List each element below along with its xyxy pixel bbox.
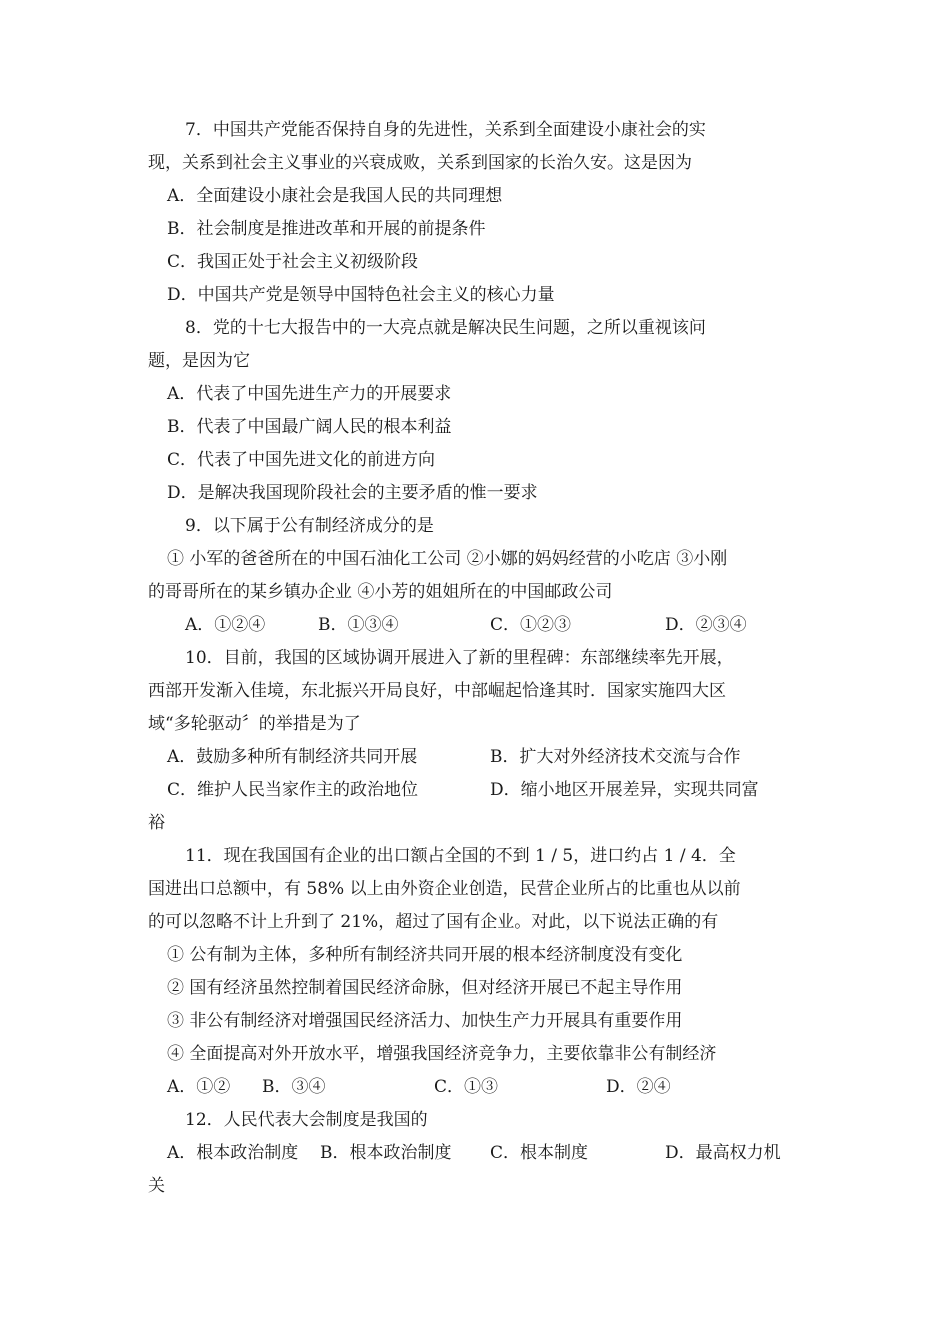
- q12-option-d-continued: 关: [148, 1176, 165, 1196]
- q8-option-c: C．代表了中国先进文化的前进方向: [167, 450, 436, 470]
- q10-stem-line3: 域“多轮驱动〞的举措是为了: [148, 714, 361, 734]
- q10-option-a: A．鼓励多种所有制经济共同开展: [167, 747, 418, 767]
- q11-stem-line3: 的可以忽略不计上升到了 21%，超过了国有企业。对此，以下说法正确的有: [148, 912, 719, 932]
- q7-stem-line2: 现，关系到社会主义事业的兴衰成败，关系到国家的长治久安。这是因为: [148, 153, 692, 173]
- q12-stem: 12．人民代表大会制度是我国的: [185, 1110, 428, 1130]
- q11-stem-line1: 11．现在我国国有企业的出口额占全国的不到 1 / 5，进口约占 1 / 4．全: [185, 846, 736, 866]
- q7-stem-line1: 7．中国共产党能否保持自身的先进性，关系到全面建设小康社会的实: [185, 120, 706, 140]
- q9-option-c: C．①②③: [490, 615, 572, 635]
- q7-option-c: C．我国正处于社会主义初级阶段: [167, 252, 419, 272]
- q9-option-a: A．①②④: [185, 615, 266, 635]
- q11-option-b: B．③④: [262, 1077, 326, 1097]
- q12-option-a: A．根本政治制度: [167, 1143, 299, 1163]
- q7-option-d: D．中国共产党是领导中国特色社会主义的核心力量: [167, 285, 555, 305]
- q11-statement-4: ④ 全面提高对外开放水平，增强我国经济竞争力，主要依靠非公有制经济: [167, 1044, 717, 1064]
- q11-statement-2: ② 国有经济虽然控制着国民经济命脉，但对经济开展已不起主导作用: [167, 978, 683, 998]
- q8-option-a: A．代表了中国先进生产力的开展要求: [167, 384, 452, 404]
- q7-option-b: B．社会制度是推进改革和开展的前提条件: [167, 219, 486, 239]
- q11-option-a: A．①②: [167, 1077, 231, 1097]
- q9-items-line2: 的哥哥所在的某乡镇办企业 ④小芳的姐姐所在的中国邮政公司: [148, 582, 613, 602]
- q10-option-c: C．维护人民当家作主的政治地位: [167, 780, 419, 800]
- q8-stem-line1: 8．党的十七大报告中的一大亮点就是解决民生问题，之所以重视该问: [185, 318, 706, 338]
- q11-option-c: C．①③: [434, 1077, 499, 1097]
- q10-option-d: D．缩小地区开展差异，实现共同富: [490, 780, 759, 800]
- q11-statement-1: ① 公有制为主体，多种所有制经济共同开展的根本经济制度没有变化: [167, 945, 683, 965]
- q9-option-d: D．②③④: [665, 615, 747, 635]
- q12-option-d: D．最高权力机: [665, 1143, 781, 1163]
- q7-option-a: A．全面建设小康社会是我国人民的共同理想: [167, 186, 503, 206]
- q9-option-b: B．①③④: [318, 615, 399, 635]
- q12-option-c: C．根本制度: [490, 1143, 589, 1163]
- q11-statement-3: ③ 非公有制经济对增强国民经济活力、加快生产力开展具有重要作用: [167, 1011, 683, 1031]
- q8-stem-line2: 题，是因为它: [148, 351, 250, 371]
- q11-option-d: D．②④: [606, 1077, 671, 1097]
- q10-option-b: B．扩大对外经济技术交流与合作: [490, 747, 741, 767]
- q9-stem: 9．以下属于公有制经济成分的是: [185, 516, 434, 536]
- q8-option-b: B．代表了中国最广阔人民的根本利益: [167, 417, 452, 437]
- q10-stem-line1: 10．目前，我国的区域协调开展进入了新的里程碑：东部继续率先开展，: [185, 648, 734, 668]
- q8-option-d: D．是解决我国现阶段社会的主要矛盾的惟一要求: [167, 483, 538, 503]
- q12-option-b: B．根本政治制度: [320, 1143, 452, 1163]
- q11-stem-line2: 国进出口总额中，有 58% 以上由外资企业创造，民营企业所占的比重也从以前: [148, 879, 741, 899]
- q9-items-line1: ① 小军的爸爸所在的中国石油化工公司 ②小娜的妈妈经营的小吃店 ③小刚: [167, 549, 728, 569]
- q10-option-d-continued: 裕: [148, 813, 165, 833]
- q10-stem-line2: 西部开发渐入佳境，东北振兴开局良好，中部崛起恰逢其时．国家实施四大区: [148, 681, 726, 701]
